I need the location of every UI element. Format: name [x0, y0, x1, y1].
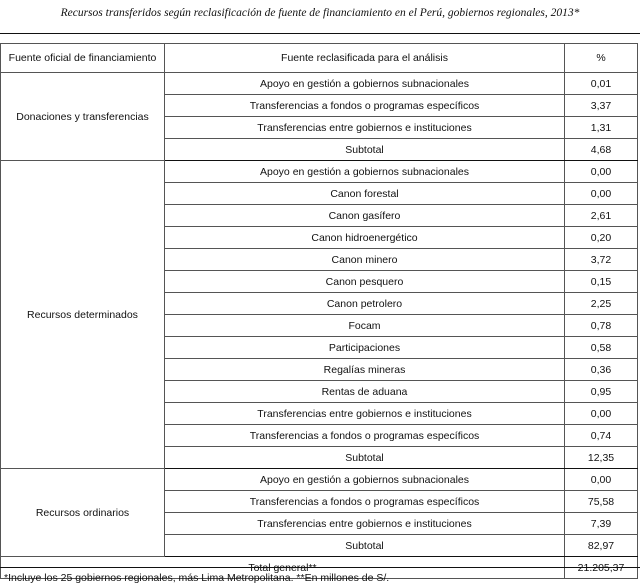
percent-cell: 7,39: [565, 513, 638, 535]
fuente-cell: Transferencias a fondos o programas específicos: [165, 425, 565, 447]
percent-cell: 0,00: [565, 161, 638, 183]
percent-cell: 0,74: [565, 425, 638, 447]
group-label: Donaciones y transferencias: [1, 73, 165, 161]
column-header-fuente-oficial: Fuente oficial de financiamiento: [1, 44, 165, 73]
fuente-cell: Canon forestal: [165, 183, 565, 205]
bottom-rule: [0, 567, 640, 568]
table-header-row: [1, 44, 638, 73]
fuente-cell: Participaciones: [165, 337, 565, 359]
percent-cell: 3,72: [565, 249, 638, 271]
percent-cell: 0,58: [565, 337, 638, 359]
fuente-cell: Transferencias entre gobiernos e instituciones: [165, 403, 565, 425]
fuente-cell: Canon minero: [165, 249, 565, 271]
percent-cell: 0,95: [565, 381, 638, 403]
fuente-cell: Apoyo en gestión a gobiernos subnacionales: [165, 161, 565, 183]
fuente-cell: Transferencias a fondos o programas específicos: [165, 95, 565, 117]
total-value: 21.205,37: [565, 557, 638, 579]
footnote: *Incluye los 25 gobiernos regionales, más Lima Metropolitana. **En millones de S/.: [4, 572, 390, 584]
fuente-cell: Apoyo en gestión a gobiernos subnacionales: [165, 73, 565, 95]
fuente-cell: Apoyo en gestión a gobiernos subnacionales: [165, 469, 565, 491]
top-rule: [0, 33, 640, 34]
fuente-cell: Canon hidroenergético: [165, 227, 565, 249]
percent-cell: 82,97: [565, 535, 638, 557]
column-header-fuente-reclasificada: Fuente reclasificada para el análisis: [165, 44, 565, 73]
fuente-cell: Canon gasífero: [165, 205, 565, 227]
percent-cell: 2,25: [565, 293, 638, 315]
table-body: [1, 73, 638, 557]
fuente-cell: Subtotal: [165, 535, 565, 557]
percent-cell: 0,36: [565, 359, 638, 381]
fuente-cell: Focam: [165, 315, 565, 337]
percent-cell: 0,20: [565, 227, 638, 249]
group-label: Recursos determinados: [1, 161, 165, 469]
fuente-cell: Transferencias entre gobiernos e instituciones: [165, 117, 565, 139]
table-row: [1, 73, 638, 95]
fuente-cell: Canon petrolero: [165, 293, 565, 315]
percent-cell: 0,00: [565, 183, 638, 205]
percent-cell: 4,68: [565, 139, 638, 161]
fuente-cell: Subtotal: [165, 139, 565, 161]
fuente-cell: Subtotal: [165, 447, 565, 469]
total-label: Total general**: [1, 557, 565, 579]
percent-cell: 75,58: [565, 491, 638, 513]
data-table: [0, 43, 638, 579]
percent-cell: 0,15: [565, 271, 638, 293]
fuente-cell: Regalías mineras: [165, 359, 565, 381]
fuente-cell: Rentas de aduana: [165, 381, 565, 403]
fuente-cell: Transferencias a fondos o programas específicos: [165, 491, 565, 513]
table-title: Recursos transferidos según reclasificación de fuente de financiamiento en el Perú, gobiernos regionales, 2013*: [60, 7, 580, 19]
percent-cell: 0,78: [565, 315, 638, 337]
table-row: [1, 469, 638, 491]
percent-cell: 0,00: [565, 469, 638, 491]
group-label: Recursos ordinarios: [1, 469, 165, 557]
table-row: [1, 161, 638, 183]
fuente-cell: Canon pesquero: [165, 271, 565, 293]
percent-cell: 2,61: [565, 205, 638, 227]
percent-cell: 3,37: [565, 95, 638, 117]
percent-cell: 12,35: [565, 447, 638, 469]
column-header-percent: %: [565, 44, 638, 73]
percent-cell: 1,31: [565, 117, 638, 139]
percent-cell: 0,01: [565, 73, 638, 95]
fuente-cell: Transferencias entre gobiernos e instituciones: [165, 513, 565, 535]
percent-cell: 0,00: [565, 403, 638, 425]
